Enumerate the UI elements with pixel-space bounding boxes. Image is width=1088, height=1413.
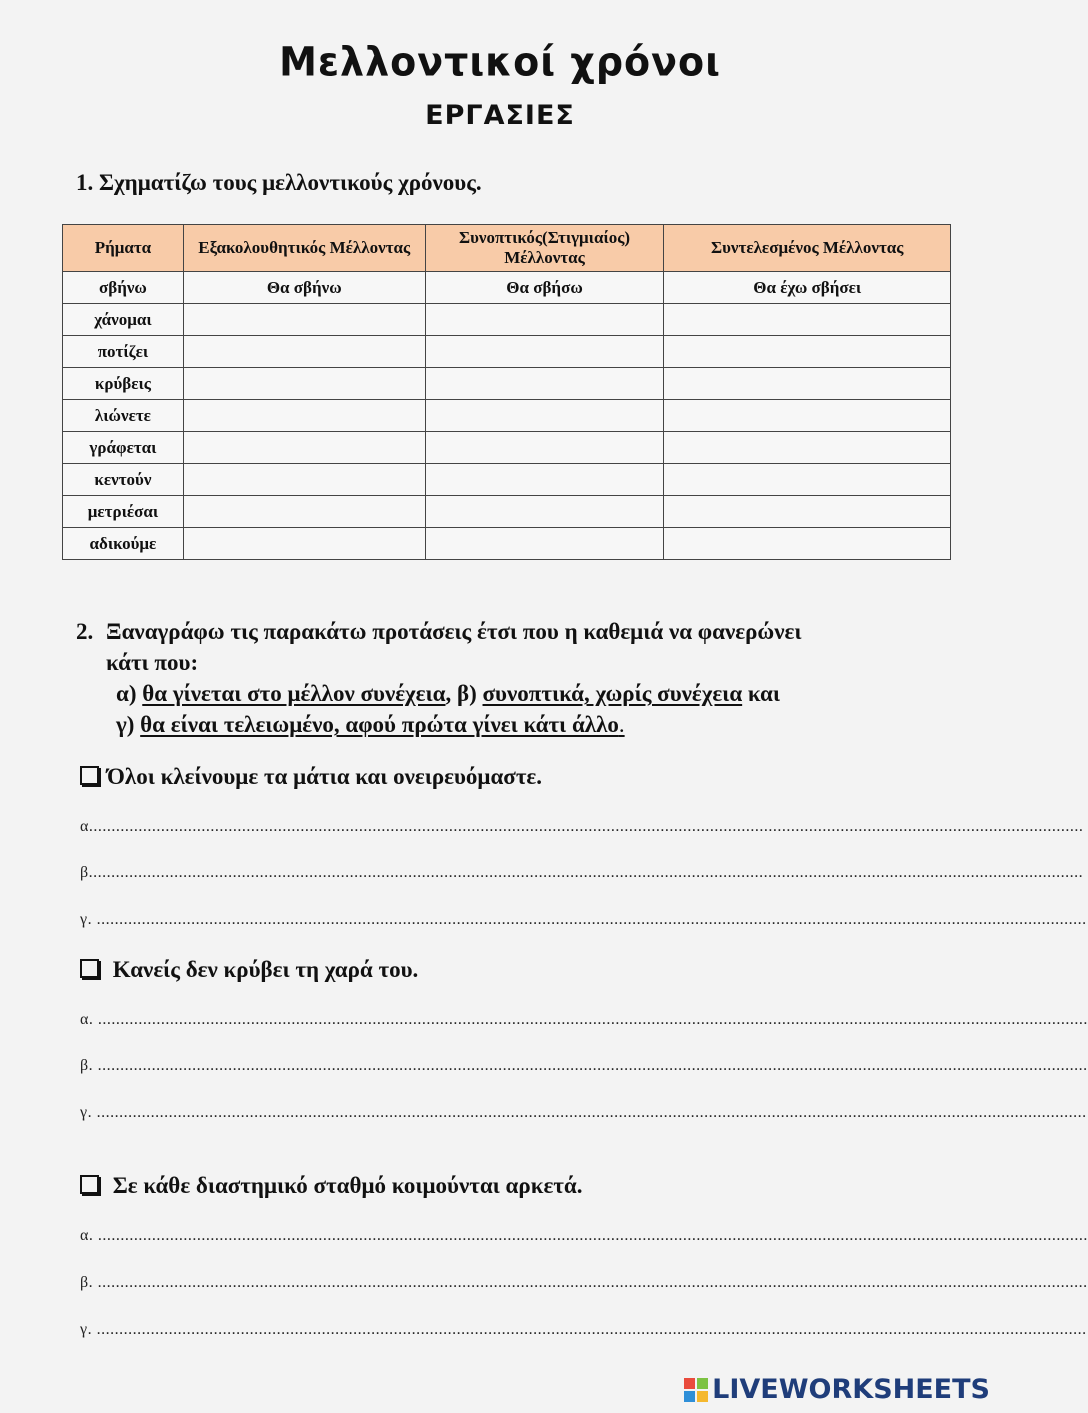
table-row (63, 432, 951, 464)
worksheet-subtitle: ΕΡΓΑΣΙΕΣ (425, 100, 575, 131)
answer-cell[interactable] (664, 496, 951, 528)
exercise-1-prompt (76, 170, 482, 196)
exercise-2-prompt (76, 616, 956, 740)
answer-cell[interactable] (425, 304, 664, 336)
worksheet-title: Μελλοντικοί χρόνοι (279, 38, 721, 86)
table-row (63, 496, 951, 528)
sentence-3-text: Σε κάθε διαστημικό σταθμό κοιμούνται αρκετά. (112, 1173, 583, 1198)
line-label: β. (80, 864, 94, 881)
sentence-2-text: Κανείς δεν κρύβει τη χαρά του. (112, 957, 419, 982)
answer-cell[interactable] (425, 528, 664, 560)
answer-cell[interactable] (664, 368, 951, 400)
answer-cell[interactable] (425, 432, 664, 464)
exercise-2-option-c (76, 709, 956, 740)
example-perfect: Θα έχω σβήσει (664, 272, 951, 304)
option-a-label: α) (116, 681, 137, 706)
verb-cell: κεντούν (63, 464, 184, 496)
answer-line-1c[interactable]: γ. ............................................................................................................................................................................................................................ (80, 911, 1087, 928)
verb-cell: χάνομαι (63, 304, 184, 336)
line-label: α. (80, 818, 94, 835)
example-continuous: Θα σβήνω (183, 272, 425, 304)
table-row (63, 304, 951, 336)
answer-cell[interactable] (183, 368, 425, 400)
exercise-1-text: Σχηματίζω τους μελλοντικούς χρόνους. (99, 170, 482, 195)
answer-cell[interactable] (425, 368, 664, 400)
option-c-label: γ) (116, 712, 135, 737)
option-c-end: . (618, 712, 625, 737)
answer-cell[interactable] (425, 336, 664, 368)
answer-cell[interactable] (183, 496, 425, 528)
answer-line-3a[interactable]: α. ............................................................................................................................................................................................................................ (80, 1227, 1088, 1244)
exercise-2-line-2: κάτι που: (106, 650, 199, 675)
answer-cell[interactable] (425, 464, 664, 496)
answer-cell[interactable] (183, 464, 425, 496)
table-row (63, 464, 951, 496)
header-simple-future: Συνοπτικός(Στιγμιαίος) Μέλλοντας (425, 225, 664, 272)
example-simple: Θα σβήσω (425, 272, 664, 304)
option-a-text: θα γίνεται στο μέλλον συνέχεια (142, 681, 446, 706)
answer-line-2b[interactable]: β. ............................................................................................................................................................................................................................ (80, 1057, 1088, 1074)
answer-cell[interactable] (664, 432, 951, 464)
answer-cell[interactable] (183, 336, 425, 368)
checkbox-icon (80, 959, 99, 978)
answer-cell[interactable] (664, 400, 951, 432)
answer-line-1b[interactable]: β............................................................................................................................................................................................................................. (80, 864, 1084, 881)
sentence-1-text: Όλοι κλείνουμε τα μάτια και ονειρευόμαστε. (107, 764, 543, 789)
exercise-2-number: 2. (76, 619, 94, 644)
checkbox-icon (80, 1175, 99, 1194)
verb-cell: μετριέσαι (63, 496, 184, 528)
exercise-2-options-ab (76, 678, 956, 709)
line-label: γ. (80, 1104, 97, 1121)
answer-cell[interactable] (664, 336, 951, 368)
checkbox-icon (80, 766, 99, 785)
answer-cell[interactable] (183, 432, 425, 464)
line-label: γ. (80, 1321, 97, 1338)
sentence-2 (80, 957, 418, 983)
option-c-text: θα είναι τελειωμένο, αφού πρώτα γίνει κάτι άλλο (140, 712, 619, 737)
header-perfect-future: Συντελεσμένος Μέλλοντας (664, 225, 951, 272)
table-row (63, 400, 951, 432)
header-verbs: Ρήματα (63, 225, 184, 272)
table-row (63, 528, 951, 560)
verb-cell: αδικούμε (63, 528, 184, 560)
answer-cell[interactable] (664, 304, 951, 336)
answer-cell[interactable] (425, 496, 664, 528)
option-b-label: , β) (445, 681, 477, 706)
answer-cell[interactable] (183, 304, 425, 336)
exercise-1-number: 1. (76, 170, 94, 195)
header-continuous-future: Εξακολουθητικός Μέλλοντας (183, 225, 425, 272)
verb-cell: ποτίζει (63, 336, 184, 368)
verb-cell: κρύβεις (63, 368, 184, 400)
example-row (63, 272, 951, 304)
answer-line-1a[interactable]: α............................................................................................................................................................................................................................. (80, 818, 1084, 835)
table-row (63, 336, 951, 368)
answer-line-3c[interactable]: γ. ............................................................................................................................................................................................................................ (80, 1321, 1087, 1338)
logo-text: LIVEWORKSHEETS (712, 1374, 990, 1405)
table-row (63, 368, 951, 400)
answer-line-2c[interactable]: γ. ............................................................................................................................................................................................................................ (80, 1104, 1087, 1121)
line-label: γ. (80, 911, 97, 928)
answer-cell[interactable] (183, 528, 425, 560)
answer-cell[interactable] (664, 528, 951, 560)
line-label: β. (80, 1057, 98, 1074)
verb-cell: γράφεται (63, 432, 184, 464)
exercise-2-line-1: Ξαναγράφω τις παρακάτω προτάσεις έτσι που η καθεμιά να φανερώνει (106, 619, 802, 644)
table-header-row (63, 225, 951, 272)
line-label: α. (80, 1227, 98, 1244)
answer-line-2a[interactable]: α. ............................................................................................................................................................................................................................ (80, 1011, 1088, 1028)
example-verb: σβήνω (63, 272, 184, 304)
answer-cell[interactable] (425, 400, 664, 432)
line-label: β. (80, 1274, 98, 1291)
answer-cell[interactable] (664, 464, 951, 496)
and-word: και (747, 681, 780, 706)
line-label: α. (80, 1011, 98, 1028)
verb-cell: λιώνετε (63, 400, 184, 432)
option-b-text: συνοπτικά, χωρίς συνέχεια (482, 681, 743, 706)
liveworksheets-logo[interactable] (684, 1374, 990, 1405)
verb-tense-table (62, 224, 951, 560)
logo-squares-icon (684, 1378, 708, 1402)
sentence-3 (80, 1173, 582, 1199)
answer-cell[interactable] (183, 400, 425, 432)
sentence-1 (80, 764, 542, 790)
answer-line-3b[interactable]: β. ............................................................................................................................................................................................................................ (80, 1274, 1088, 1291)
